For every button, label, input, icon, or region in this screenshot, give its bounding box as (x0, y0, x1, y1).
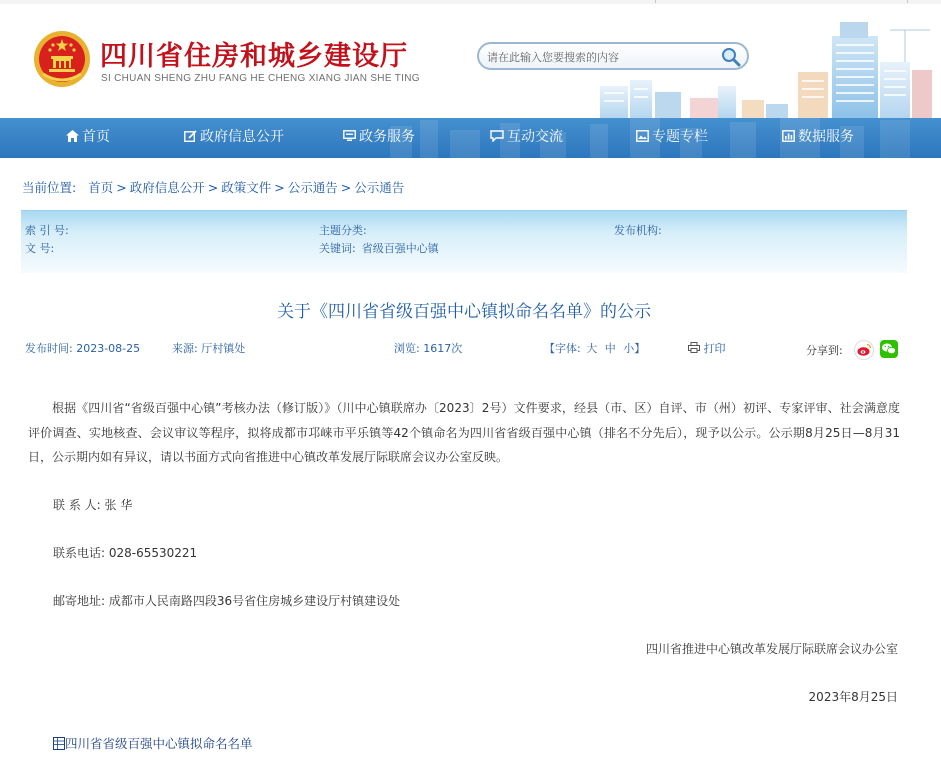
contact-phone: 联系电话: 028-65530221 (53, 546, 198, 560)
font-size-medium-button[interactable]: 中 (604, 342, 616, 355)
image-icon (636, 130, 649, 142)
search-box (477, 42, 749, 70)
site-title-en: SI CHUAN SHENG ZHU FANG HE CHENG XIANG JIAN SHE TING (101, 73, 420, 84)
monitor-icon (343, 130, 356, 142)
site-header (0, 0, 941, 118)
meta-keywords: 关键词: 省级百强中心镇 (319, 242, 439, 255)
nav-item-label: 政府信息公开 (200, 129, 284, 145)
meta-publisher: 发布机构: (614, 224, 662, 237)
breadcrumb-notices-current[interactable]: 公示通告 (354, 180, 405, 195)
signature-date: 2023年8月25日 (808, 690, 898, 704)
search-input[interactable] (487, 48, 717, 66)
font-size-large-button[interactable]: 大 (586, 342, 598, 355)
weibo-icon (855, 341, 873, 359)
print-label: 打印 (703, 342, 726, 355)
share-label: 分享到: (806, 344, 843, 357)
main-nav (0, 118, 941, 158)
site-title: 四川省住房和城乡建设厅 (100, 41, 408, 72)
font-size-control (544, 340, 647, 356)
meta-doc-number: 文 号: (25, 242, 55, 255)
document-info-bar (22, 338, 902, 360)
contact-person: 联 系 人: 张 华 (53, 498, 133, 512)
meta-index: 索 引 号: (25, 224, 69, 237)
home-icon (66, 130, 79, 142)
nav-item-gov-service[interactable] (343, 118, 415, 158)
nav-item-label: 数据服务 (798, 129, 854, 145)
breadcrumb-label: 当前位置: (22, 180, 77, 195)
meta-topic: 主题分类: (319, 224, 367, 237)
attachment-label: 四川省省级百强中心镇拟命名名单 (65, 736, 253, 751)
document-title: 关于《四川省省级百强中心镇拟命名名单》的公示 (277, 302, 651, 322)
share-wechat-button[interactable] (880, 340, 898, 358)
nav-item-special[interactable] (636, 118, 708, 158)
nav-item-home[interactable] (66, 118, 110, 158)
breadcrumb-policy-docs[interactable]: 政策文件 (221, 180, 272, 195)
nav-item-label: 政务服务 (359, 129, 415, 145)
document-body: 根据《四川省“省级百强中心镇”考核办法（修订版）》（川中心镇联席办〔2023〕2号）文件要求，经县（市、区）自评、市（州）初评、专家评审、社会满意度评价调查、实地核查、会议审议等程序，拟将成都市邛崃市平乐镇等42个镇命名为四川省省级百强中心镇（排名不分先后），现予以公示。公示期8月25日—8月31日，公示期内如有异议，请以书面方式向省推进中心镇改革发展厅际联席会议办公室反映。 (28, 401, 900, 464)
national-emblem-icon (33, 30, 91, 88)
nav-item-interaction[interactable] (490, 118, 563, 158)
breadcrumb-gov-info[interactable]: 政府信息公开 (129, 180, 205, 195)
nav-item-label: 专题专栏 (652, 129, 708, 145)
font-size-label: 【字体: (544, 342, 581, 355)
nav-item-gov-info[interactable] (184, 118, 284, 158)
breadcrumb: 当前位置: 首页 > 政府信息公开 > 政策文件 > 公示通告 > 公示通告 (22, 180, 405, 195)
print-button[interactable] (688, 340, 726, 356)
spreadsheet-file-icon (53, 737, 65, 750)
bar-chart-icon (782, 130, 795, 142)
search-icon[interactable] (720, 46, 742, 68)
view-count: 浏览: 1617次 (394, 342, 463, 355)
publish-time: 发布时间: 2023-08-25 (25, 342, 141, 355)
printer-icon (688, 342, 700, 353)
edit-icon (184, 130, 197, 142)
source: 来源: 厅村镇处 (172, 342, 246, 355)
nav-item-label: 首页 (82, 129, 110, 145)
nav-item-label: 互动交流 (507, 129, 563, 145)
attachment-link[interactable] (53, 734, 253, 752)
breadcrumb-home[interactable]: 首页 (88, 180, 114, 195)
wechat-icon (880, 340, 898, 358)
nav-item-data-service[interactable] (782, 118, 854, 158)
signature: 四川省推进中心镇改革发展厅际联席会议办公室 (645, 642, 898, 656)
document-metadata (21, 210, 907, 273)
font-size-small-button[interactable]: 小】 (623, 342, 646, 355)
chat-icon (490, 130, 504, 142)
breadcrumb-notices[interactable]: 公示通告 (287, 180, 338, 195)
mailing-address: 邮寄地址: 成都市人民南路四段36号省住房城乡建设厅村镇建设处 (53, 594, 401, 608)
share-weibo-button[interactable] (854, 340, 874, 360)
